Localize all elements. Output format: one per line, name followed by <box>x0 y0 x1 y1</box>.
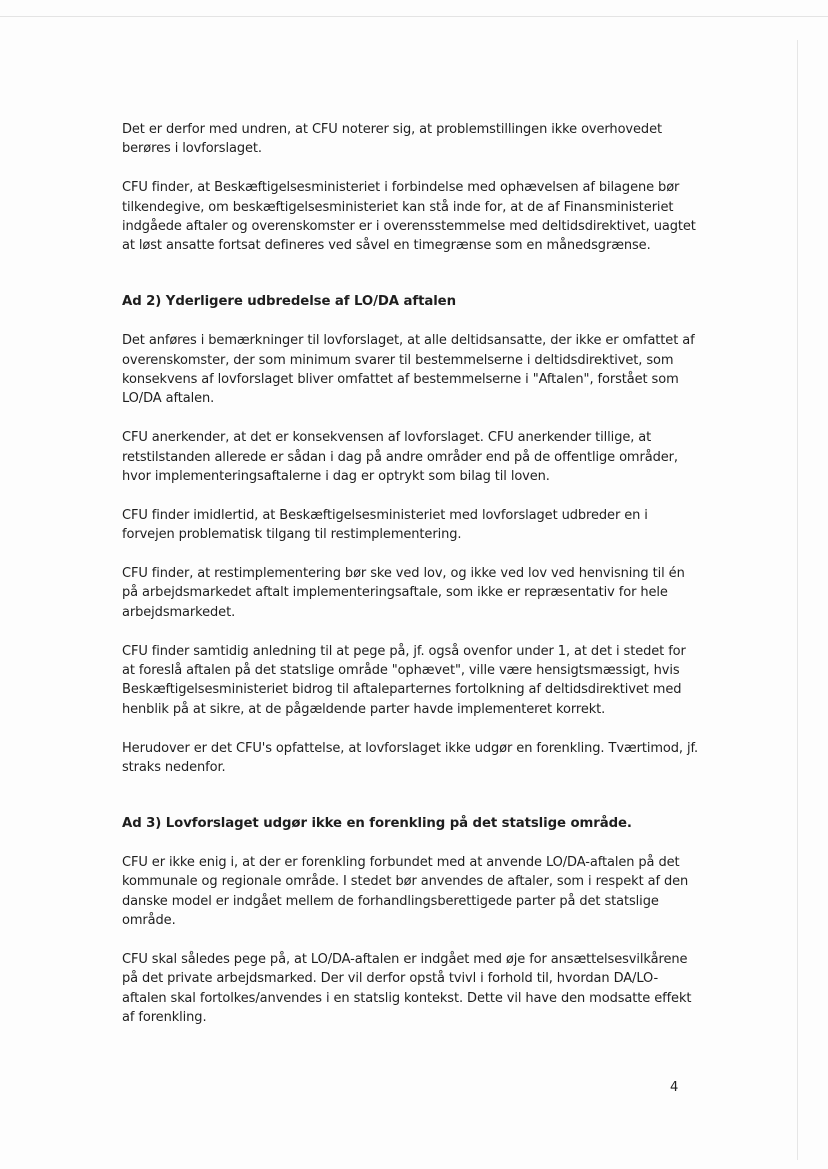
paragraph: CFU finder imidlertid, at Beskæftigelsesministeriet med lovforslaget udbreder en i forvejen problematisk tilgang til restimplementering. <box>122 507 648 543</box>
scan-edge-right <box>797 40 798 1160</box>
paragraph: CFU anerkender, at det er konsekvensen af lovforslaget. CFU anerkender tillige, at retstilstanden allerede er sådan i dag på andre områder end på de offentlige områder, hvor implementeringsaftalerne i dag er optrykt som bilag til loven. <box>122 430 678 485</box>
paragraph: Det anføres i bemærkninger til lovforslaget, at alle deltidsansatte, der ikke er omfattet af overenskomster, der som minimum svarer til bestemmelserne i deltidsdirektivet, som konsekvens af lovforslaget bliver omfattet af bestemmelserne i "Aftalen", forstået som LO/DA aftalen. <box>122 333 695 407</box>
paragraph: CFU finder, at Beskæftigelsesministeriet i forbindelse med ophævelsen af bilagene bør tilkendegive, om beskæftigelsesministeriet kan stå inde for, at de af Finansministeriet indgåede aftaler og overenskomster er i overensstemmelse med deltidsdirektivet, uagtet at løst ansatte fortsat defineres ved såvel en timegrænse som en månedsgrænse. <box>122 180 696 254</box>
paragraph: Herudover er det CFU's opfattelse, at lovforslaget ikke udgør en forenkling. Tværtimod, jf. straks nedenfor. <box>122 740 699 776</box>
section-heading-2: Ad 2) Yderligere udbredelse af LO/DA aftalen <box>122 294 456 310</box>
paragraph: Det er derfor med undren, at CFU noterer sig, at problemstillingen ikke overhovedet berøres i lovforslaget. <box>122 122 662 157</box>
section-heading-3: Ad 3) Lovforslaget udgør ikke en forenkling på det statslige område. <box>122 815 632 831</box>
body-text <box>122 120 702 1047</box>
paragraph: CFU finder samtidig anledning til at pege på, jf. også ovenfor under 1, at det i stedet for at foreslå aftalen på det statslige område "ophævet", ville være hensigtsmæssigt, hvis Beskæftigelsesministeriet bidrog til aftaleparternes fortolkning af deltidsdirektivet med henblik på at sikre, at de pågældende parter havde implementeret korrekt. <box>122 643 686 717</box>
paragraph: CFU er ikke enig i, at der er forenkling forbundet med at anvende LO/DA-aftalen på det kommunale og regionale område. I stedet bør anvendes de aftaler, som i respekt af den danske model er indgået mellem de forhandlingsberettigede parter på det statslige område. <box>122 854 689 929</box>
paragraph: CFU finder, at restimplementering bør ske ved lov, og ikke ved lov ved henvisning til én på arbejdsmarkedet aftalt implementeringsaftale, som ikke er repræsentativ for hele arbejdsmarkedet. <box>122 566 685 620</box>
page-number: 4 <box>670 1080 679 1095</box>
scan-edge-top <box>0 16 828 17</box>
paragraph: CFU skal således pege på, at LO/DA-aftalen er indgået med øje for ansættelsesvilkårene på det private arbejdsmarked. Der vil derfor opstå tvivl i forhold til, hvordan DA/LO-aftalen skal fortolkes/anvendes i en statslig kontekst. Dette vil have den modsatte effekt af forenkling. <box>122 951 692 1026</box>
